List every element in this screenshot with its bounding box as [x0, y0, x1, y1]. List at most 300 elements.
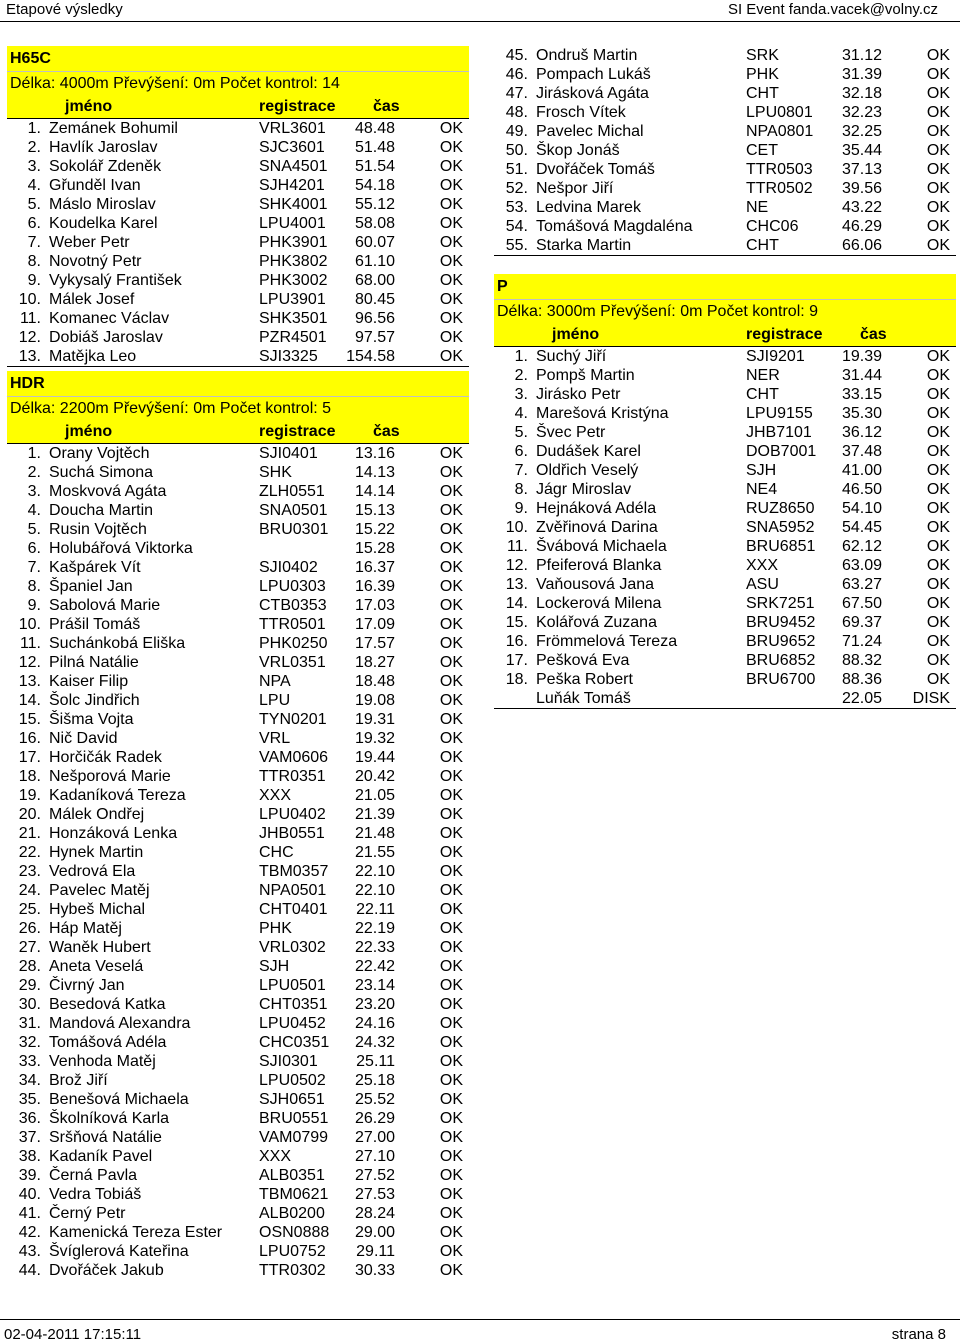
- result-registration: ALB0200: [259, 1205, 325, 1222]
- result-registration: BRU6852: [746, 652, 816, 669]
- result-rank: 39.: [18, 1167, 41, 1184]
- table-row: [7, 748, 469, 767]
- result-registration: BRU9452: [746, 614, 816, 631]
- result-rank: 8.: [27, 253, 41, 270]
- result-registration: ASU: [746, 576, 779, 593]
- result-rank: 10.: [18, 291, 41, 308]
- result-registration: SJH0651: [259, 1091, 325, 1108]
- result-rank: 42.: [18, 1224, 41, 1241]
- result-rank: 50.: [505, 142, 528, 159]
- category-info: Délka: 4000m Převýšení: 0m Počet kontrol: 14: [7, 72, 469, 96]
- result-rank: 5.: [514, 424, 528, 441]
- result-registration: LPU3901: [259, 291, 326, 308]
- result-status: OK: [439, 578, 463, 595]
- result-name: Komanec Václav: [49, 310, 170, 327]
- result-name: Nešpor Jiří: [536, 180, 614, 197]
- result-rank: 13.: [18, 348, 41, 365]
- result-status: OK: [439, 1110, 463, 1127]
- result-registration: PHK: [746, 66, 779, 83]
- result-rank: 5.: [27, 196, 41, 213]
- result-registration: VRL3601: [259, 120, 326, 137]
- result-name: Aneta Veselá: [49, 958, 144, 975]
- result-name: Švec Petr: [536, 424, 606, 441]
- result-status: OK: [439, 253, 463, 270]
- result-name: Waněk Hubert: [49, 939, 151, 956]
- table-row: [7, 691, 469, 710]
- result-name: Pavelec Matěj: [49, 882, 150, 899]
- footer-divider: [0, 1319, 960, 1320]
- result-rank: 22.: [18, 844, 41, 861]
- result-registration: SHK3501: [259, 310, 328, 327]
- result-registration: CHT: [746, 386, 779, 403]
- table-row: [494, 179, 956, 198]
- result-time: 69.37: [841, 614, 882, 631]
- result-name: Matějka Leo: [49, 348, 137, 365]
- result-status: OK: [439, 806, 463, 823]
- result-rank: 38.: [18, 1148, 41, 1165]
- result-rank: 7.: [27, 234, 41, 251]
- table-row: [7, 1261, 469, 1280]
- result-rank: 36.: [18, 1110, 41, 1127]
- result-name: Málek Ondřej: [49, 806, 145, 823]
- result-status: OK: [439, 730, 463, 747]
- result-registration: NPA: [259, 673, 291, 690]
- result-status: OK: [439, 521, 463, 538]
- result-rank: 17.: [505, 652, 528, 669]
- result-name: Jirásková Agáta: [536, 85, 649, 102]
- result-time: 21.55: [354, 844, 395, 861]
- result-status: OK: [439, 692, 463, 709]
- table-header: [7, 96, 469, 119]
- table-row: [7, 520, 469, 539]
- result-rank: 29.: [18, 977, 41, 994]
- result-time: 26.29: [354, 1110, 395, 1127]
- result-time: 80.45: [354, 291, 395, 308]
- result-registration: CTB0353: [259, 597, 327, 614]
- result-rank: 46.: [505, 66, 528, 83]
- result-registration: BRU0551: [259, 1110, 329, 1127]
- table-row: [7, 444, 469, 463]
- result-status: OK: [926, 443, 950, 460]
- result-time: 14.14: [354, 483, 395, 500]
- result-time: 35.44: [841, 142, 882, 159]
- result-status: OK: [439, 120, 463, 137]
- result-status: OK: [926, 633, 950, 650]
- result-name: Peška Robert: [536, 671, 633, 688]
- result-name: Weber Petr: [49, 234, 130, 251]
- result-name: Luňák Tomáš: [536, 690, 631, 707]
- result-status: OK: [439, 1015, 463, 1032]
- result-rank: 1.: [27, 120, 41, 137]
- result-status: OK: [926, 462, 950, 479]
- result-time: 23.14: [354, 977, 395, 994]
- table-row: [494, 518, 956, 537]
- result-time: 19.08: [354, 692, 395, 709]
- result-time: 29.11: [356, 1243, 395, 1260]
- result-registration: PHK3802: [259, 253, 328, 270]
- result-rank: 44.: [18, 1262, 41, 1279]
- result-rank: 12.: [505, 557, 528, 574]
- result-name: Doucha Martin: [49, 502, 154, 519]
- table-row: [7, 1109, 469, 1128]
- result-rank: 26.: [18, 920, 41, 937]
- result-name: Gřunděl Ivan: [49, 177, 141, 194]
- result-registration: PZR4501: [259, 329, 327, 346]
- table-row: [7, 900, 469, 919]
- result-rank: 13.: [505, 576, 528, 593]
- result-name: Pompach Lukáš: [536, 66, 651, 83]
- table-row: [494, 537, 956, 556]
- result-registration: SRK7251: [746, 595, 815, 612]
- result-status: OK: [439, 787, 463, 804]
- table-row: [7, 157, 469, 176]
- table-row: [494, 670, 956, 689]
- table-row: [7, 309, 469, 328]
- result-status: OK: [439, 1205, 463, 1222]
- table-row: [494, 423, 956, 442]
- table-row: [494, 613, 956, 632]
- table-row: [494, 499, 956, 518]
- result-rank: 3.: [514, 386, 528, 403]
- result-rank: 43.: [18, 1243, 41, 1260]
- result-time: 17.09: [354, 616, 395, 633]
- table-row: [7, 881, 469, 900]
- result-registration: PHK0250: [259, 635, 328, 652]
- result-rank: 3.: [27, 483, 41, 500]
- result-rank: 45.: [505, 47, 528, 64]
- result-name: Jágr Miroslav: [536, 481, 632, 498]
- table-row: [7, 1014, 469, 1033]
- result-rank: 55.: [505, 237, 528, 254]
- result-name: Pompš Martin: [536, 367, 635, 384]
- result-registration: BRU6700: [746, 671, 816, 688]
- page-header: [0, 0, 960, 22]
- result-name: Mandová Alexandra: [49, 1015, 191, 1032]
- table-row: [494, 122, 956, 141]
- table-row: [494, 198, 956, 217]
- result-name: Ondruš Martin: [536, 47, 638, 64]
- category-p: [494, 274, 956, 709]
- result-registration: LPU0501: [259, 977, 326, 994]
- result-registration: VRL0351: [259, 654, 326, 671]
- table-row: [7, 271, 469, 290]
- result-name: Suchý Jiří: [536, 348, 607, 365]
- result-time: 29.00: [354, 1224, 395, 1241]
- table-row: [7, 539, 469, 558]
- result-time: 18.27: [354, 654, 395, 671]
- table-row: [7, 976, 469, 995]
- result-rank: 37.: [18, 1129, 41, 1146]
- result-name: Horčičák Radek: [49, 749, 162, 766]
- result-status: OK: [926, 199, 950, 216]
- result-name: Zvěřinová Darina: [536, 519, 658, 536]
- result-time: 48.48: [354, 120, 395, 137]
- result-name: Hynek Martin: [49, 844, 144, 861]
- result-registration: LPU0402: [259, 806, 326, 823]
- result-name: Škop Jonáš: [536, 142, 620, 159]
- result-rank: 8.: [27, 578, 41, 595]
- table-row: [7, 957, 469, 976]
- result-time: 54.18: [354, 177, 395, 194]
- result-name: Dvořáček Tomáš: [536, 161, 655, 178]
- result-status: OK: [926, 386, 950, 403]
- result-name: Orany Vojtěch: [49, 445, 150, 462]
- result-status: OK: [439, 939, 463, 956]
- result-registration: ALB0351: [259, 1167, 325, 1184]
- table-row: [7, 1052, 469, 1071]
- result-rank: 53.: [505, 199, 528, 216]
- result-name: Pfeiferová Blanka: [536, 557, 662, 574]
- result-registration: SHK: [259, 464, 292, 481]
- result-time: 25.11: [356, 1053, 395, 1070]
- result-rank: 6.: [514, 443, 528, 460]
- result-registration: BRU9652: [746, 633, 816, 650]
- result-rank: 14.: [18, 692, 41, 709]
- result-name: Honzáková Lenka: [49, 825, 178, 842]
- table-row: [7, 653, 469, 672]
- result-registration: VRL: [259, 730, 291, 747]
- result-status: OK: [926, 161, 950, 178]
- result-rank: 41.: [18, 1205, 41, 1222]
- header-time: čas: [373, 423, 400, 440]
- result-time: 55.12: [354, 196, 395, 213]
- result-registration: TTR0351: [259, 768, 326, 785]
- result-status: OK: [439, 1224, 463, 1241]
- table-row: [7, 767, 469, 786]
- result-registration: NPA0801: [746, 123, 814, 140]
- result-status: OK: [926, 519, 950, 536]
- result-time: 22.19: [354, 920, 395, 937]
- table-row: [7, 1204, 469, 1223]
- result-rank: 15.: [18, 711, 41, 728]
- result-name: Holubářová Viktorka: [49, 540, 193, 557]
- result-time: 58.08: [354, 215, 395, 232]
- result-name: Moskvová Agáta: [49, 483, 167, 500]
- result-name: Nič David: [49, 730, 118, 747]
- result-registration: TTR0501: [259, 616, 326, 633]
- result-name: Pavelec Michal: [536, 123, 644, 140]
- result-registration: LPU0752: [259, 1243, 326, 1260]
- category-name: P: [494, 274, 956, 300]
- result-name: Suchá Simona: [49, 464, 154, 481]
- result-time: 17.57: [354, 635, 395, 652]
- result-rank: 19.: [18, 787, 41, 804]
- result-status: OK: [439, 1072, 463, 1089]
- result-registration: XXX: [259, 1148, 292, 1165]
- result-registration: LPU0502: [259, 1072, 326, 1089]
- result-time: 27.00: [354, 1129, 395, 1146]
- result-time: 21.48: [354, 825, 395, 842]
- result-registration: LPU: [259, 692, 291, 709]
- table-row: [7, 1242, 469, 1261]
- result-status: OK: [926, 367, 950, 384]
- result-status: OK: [439, 329, 463, 346]
- result-registration: CHT: [746, 237, 779, 254]
- header-registration: registrace: [746, 326, 823, 343]
- result-registration: SJI0402: [259, 559, 318, 576]
- result-registration: VAM0799: [259, 1129, 329, 1146]
- result-time: 22.10: [354, 863, 395, 880]
- result-registration: SHK4001: [259, 196, 328, 213]
- result-status: OK: [439, 1129, 463, 1146]
- result-rank: 10.: [505, 519, 528, 536]
- result-name: Kamenická Tereza Ester: [49, 1224, 223, 1241]
- result-name: Havlík Jaroslav: [49, 139, 158, 156]
- category-info: Délka: 3000m Převýšení: 0m Počet kontrol: 9: [494, 300, 956, 324]
- result-status: OK: [439, 1243, 463, 1260]
- result-status: OK: [439, 158, 463, 175]
- result-registration: TTR0503: [746, 161, 813, 178]
- result-rank: 1.: [514, 348, 528, 365]
- left-column: [7, 46, 469, 1280]
- result-rank: 9.: [514, 500, 528, 517]
- result-registration: SNA5952: [746, 519, 815, 536]
- result-name: Šolc Jindřich: [49, 692, 140, 709]
- table-row: [7, 347, 469, 366]
- result-time: 20.42: [354, 768, 395, 785]
- result-rank: 24.: [18, 882, 41, 899]
- result-status: OK: [439, 882, 463, 899]
- result-registration: SJH: [746, 462, 777, 479]
- result-time: 22.42: [354, 958, 395, 975]
- result-registration: LPU0303: [259, 578, 326, 595]
- result-rank: 4.: [27, 502, 41, 519]
- result-time: 25.18: [354, 1072, 395, 1089]
- result-registration: XXX: [746, 557, 779, 574]
- result-status: OK: [439, 559, 463, 576]
- table-row: [7, 729, 469, 748]
- result-name: Kadaníková Tereza: [49, 787, 186, 804]
- result-registration: VAM0606: [259, 749, 329, 766]
- result-rank: 16.: [18, 730, 41, 747]
- category-name: H65C: [7, 46, 469, 72]
- result-name: Černá Pavla: [49, 1167, 138, 1184]
- result-registration: ZLH0551: [259, 483, 325, 500]
- result-registration: OSN0888: [259, 1224, 330, 1241]
- table-row: [494, 366, 956, 385]
- table-row: [494, 632, 956, 651]
- result-rank: 9.: [27, 272, 41, 289]
- result-name: Vedrová Ela: [49, 863, 136, 880]
- table-row: [7, 596, 469, 615]
- result-registration: NER: [746, 367, 780, 384]
- table-row: [7, 805, 469, 824]
- table-row: [7, 290, 469, 309]
- result-status: OK: [926, 405, 950, 422]
- result-time: 25.52: [354, 1091, 395, 1108]
- result-time: 63.09: [841, 557, 882, 574]
- result-name: Koudelka Karel: [49, 215, 158, 232]
- result-registration: LPU0801: [746, 104, 813, 121]
- result-registration: CHC: [259, 844, 294, 861]
- table-row: [494, 236, 956, 255]
- result-rank: 18.: [18, 768, 41, 785]
- result-name: Školníková Karla: [49, 1110, 170, 1127]
- header-time: čas: [860, 326, 887, 343]
- result-name: Španiel Jan: [49, 578, 133, 595]
- result-status: OK: [439, 272, 463, 289]
- result-registration: NPA0501: [259, 882, 327, 899]
- result-rank: 10.: [18, 616, 41, 633]
- table-header: [7, 421, 469, 444]
- result-name: Hybeš Michal: [49, 901, 146, 918]
- result-status: OK: [439, 348, 463, 365]
- result-rank: 11.: [19, 635, 41, 652]
- result-registration: SNA0501: [259, 502, 328, 519]
- result-status: OK: [439, 1262, 463, 1279]
- result-rank: 35.: [18, 1091, 41, 1108]
- result-registration: SJI9201: [746, 348, 805, 365]
- result-rank: 20.: [18, 806, 41, 823]
- result-time: 19.32: [354, 730, 395, 747]
- table-row: [7, 138, 469, 157]
- table-row: [7, 672, 469, 691]
- result-registration: TBM0357: [259, 863, 329, 880]
- result-time: 32.25: [841, 123, 882, 140]
- result-time: 63.27: [841, 576, 882, 593]
- result-time: 35.30: [841, 405, 882, 422]
- table-row: [7, 995, 469, 1014]
- result-status: OK: [439, 1148, 463, 1165]
- result-rank: 27.: [18, 939, 41, 956]
- result-status: OK: [926, 104, 950, 121]
- result-rank: 9.: [27, 597, 41, 614]
- result-time: 54.45: [841, 519, 882, 536]
- result-rank: 48.: [505, 104, 528, 121]
- result-registration: SJH4201: [259, 177, 325, 194]
- result-status: OK: [439, 616, 463, 633]
- result-time: 22.33: [354, 939, 395, 956]
- result-rank: 5.: [27, 521, 41, 538]
- result-rank: 23.: [18, 863, 41, 880]
- result-registration: CHC0351: [259, 1034, 330, 1051]
- results-list: [494, 46, 956, 255]
- result-status: OK: [439, 196, 463, 213]
- result-time: 24.16: [354, 1015, 395, 1032]
- result-time: 24.32: [354, 1034, 395, 1051]
- result-name: Kašpárek Vít: [49, 559, 141, 576]
- table-row: [494, 651, 956, 670]
- result-name: Rusin Vojtěch: [49, 521, 147, 538]
- result-time: 31.39: [841, 66, 882, 83]
- header-time: čas: [373, 98, 400, 115]
- result-rank: 21.: [18, 825, 41, 842]
- result-time: 28.24: [354, 1205, 395, 1222]
- result-time: 68.00: [354, 272, 395, 289]
- result-time: 60.07: [354, 234, 395, 251]
- header-name: jméno: [552, 326, 600, 343]
- table-row: [7, 919, 469, 938]
- result-name: Švábová Michaela: [536, 538, 667, 555]
- table-row: [7, 1128, 469, 1147]
- result-status: DISK: [912, 690, 950, 707]
- table-row: [7, 1147, 469, 1166]
- result-status: OK: [926, 595, 950, 612]
- result-time: 97.57: [354, 329, 395, 346]
- result-name: Sabolová Marie: [49, 597, 161, 614]
- table-row: [7, 1033, 469, 1052]
- footer-timestamp: 02-04-2011 17:15:11: [4, 1326, 142, 1343]
- header-name: jméno: [65, 423, 113, 440]
- result-rank: 11.: [506, 538, 528, 555]
- result-registration: PHK: [259, 920, 292, 937]
- result-registration: JHB0551: [259, 825, 325, 842]
- table-row: [7, 786, 469, 805]
- header-name: jméno: [65, 98, 113, 115]
- result-rank: 40.: [18, 1186, 41, 1203]
- table-row: [7, 824, 469, 843]
- result-registration: DOB7001: [746, 443, 817, 460]
